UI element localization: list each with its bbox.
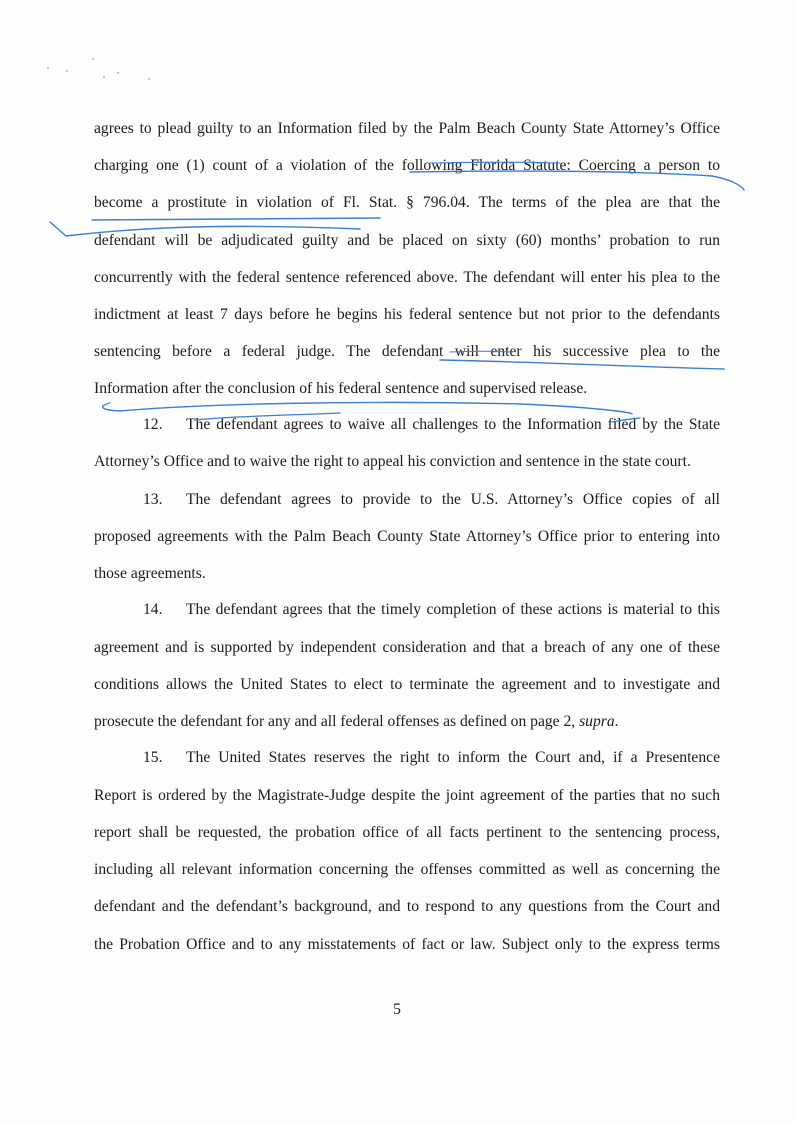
paragraph-12-first-line (94, 415, 720, 435)
text-line: Attorney’s Office and to waive the right to appeal his conviction and sentence in the state court. (94, 453, 691, 470)
scan-speck (103, 76, 105, 78)
scan-speck (66, 70, 68, 72)
text-line: prosecute the defendant for any and all federal offenses as defined on page 2, (94, 713, 580, 730)
paragraph-number: 14. (143, 601, 163, 618)
text-line: defendant will be adjudicated guilty and be placed on sixty (60) months’ probation to run (94, 232, 720, 249)
text-line: report shall be requested, the probation office of all facts pertinent to the sentencing process, (94, 824, 720, 841)
text-line: those agreements. (94, 565, 206, 582)
scan-speck (92, 58, 94, 60)
paragraph-13-first-line (94, 490, 720, 510)
text-line: indictment at least 7 days before he begins his federal sentence but not prior to the defendants (94, 306, 720, 323)
pen-underline (103, 402, 632, 414)
text-line: The defendant agrees that the timely completion of these actions is material to this (186, 601, 720, 618)
paragraph-number: 13. (143, 491, 163, 508)
text-line: The defendant agrees to provide to the U.S. Attorney’s Office copies of all (186, 491, 720, 508)
text-line: The United States reserves the right to inform the Court and, if a Presentence (186, 749, 720, 766)
text-line: sentencing before a federal judge. The defendant will enter his successive plea to the (94, 343, 720, 360)
text-line-with-citation (94, 712, 720, 732)
text-line: agreement and is supported by independent consideration and that a breach of any one of these (94, 639, 720, 656)
scan-speck (148, 78, 150, 80)
text-line: including all relevant information concerning the offenses committed as well as concerning the (94, 861, 720, 878)
text-line: proposed agreements with the Palm Beach County State Attorney’s Office prior to entering into (94, 528, 720, 545)
paragraph-15-first-line (94, 748, 720, 768)
text-line: agrees to plead guilty to an Information filed by the Palm Beach County State Attorney’s Office (94, 120, 720, 137)
text-line: become a prostitute in violation of Fl. Stat. § 796.04. The terms of the plea are that the (94, 194, 720, 211)
text-line: Information after the conclusion of his federal sentence and supervised release. (94, 380, 588, 397)
paragraph-number: 12. (143, 416, 163, 433)
page-number: 5 (393, 1001, 401, 1018)
text-line: charging one (1) count of a violation of the following Florida Statute: Coercing a person to (94, 157, 720, 174)
paragraph-number: 15. (143, 749, 163, 766)
text-line: the Probation Office and to any misstatements of fact or law. Subject only to the express terms (94, 936, 720, 953)
italic-citation: supra (579, 713, 615, 730)
text-line: conditions allows the United States to elect to terminate the agreement and to investigate and (94, 676, 720, 693)
punctuation: . (614, 713, 619, 730)
paragraph-14-first-line (94, 600, 720, 620)
text-line: Report is ordered by the Magistrate-Judge despite the joint agreement of the parties that no such (94, 787, 720, 804)
text-line: defendant and the defendant’s background, and to respond to any questions from the Court and (94, 898, 720, 915)
text-line: concurrently with the federal sentence referenced above. The defendant will enter his plea to the (94, 269, 720, 286)
scan-speck (117, 72, 119, 74)
text-line: The defendant agrees to waive all challenges to the Information filed by the State (186, 416, 720, 433)
scan-speck (47, 67, 49, 69)
